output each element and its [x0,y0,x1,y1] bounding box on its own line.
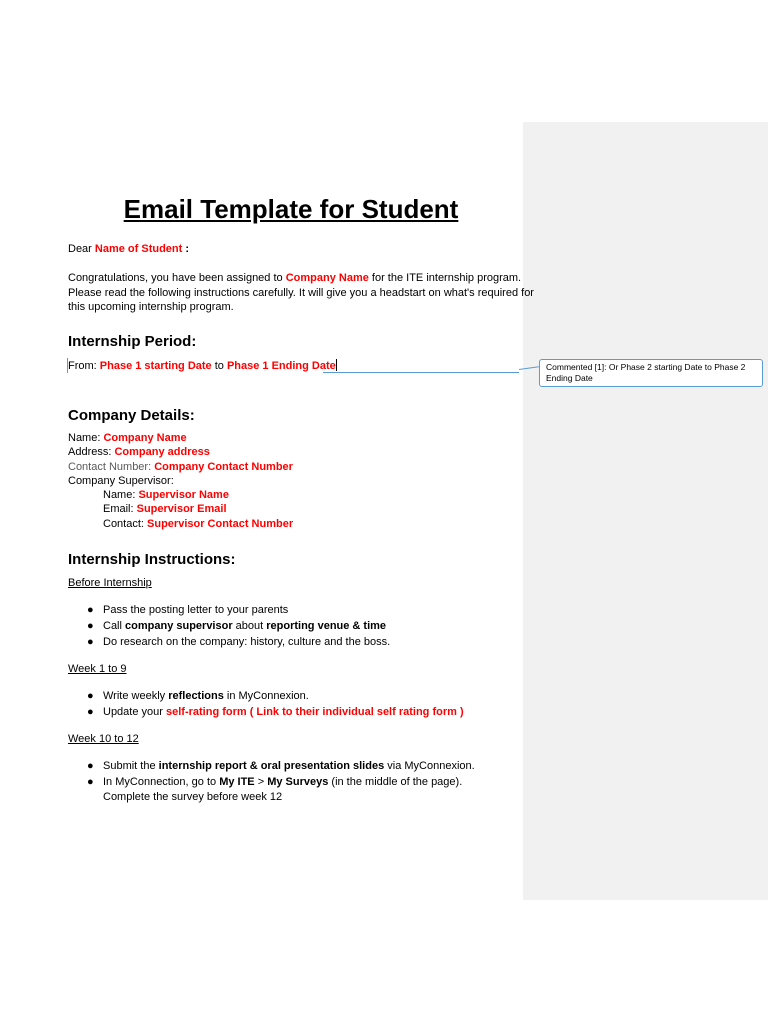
list-item-text: Write weekly [103,690,169,702]
end-date-placeholder: Phase 1 Ending Date [226,360,336,372]
bullet-icon: ● [87,706,94,718]
list-item-text: Submit the [103,760,159,772]
week-10-to-12-subheading: Week 10 to 12 [68,733,139,745]
comment-text: Or Phase 2 starting Date to Phase 2 Ending Date [546,362,746,383]
field-label: Name: [68,432,104,444]
period-line [68,359,337,372]
list-item-text: Update your [103,706,166,718]
week-1-to-9-subheading: Week 1 to 9 [68,663,127,675]
bullet-icon: ● [87,776,94,788]
self-rating-form-link[interactable]: self-rating form ( Link to their individual self rating form ) [165,706,464,718]
supervisor-email-placeholder: Supervisor Email [136,503,227,515]
internship-period-heading: Internship Period: [68,333,197,350]
company-details-heading: Company Details: [68,407,195,424]
student-name-placeholder: Name of Student [94,243,183,255]
company-supervisor-label: Company Supervisor: [68,475,174,487]
list-item-bold: reporting venue & time [266,620,387,632]
list-item-text: Call [103,620,126,632]
intro-text: for the ITE internship program. [368,272,522,284]
bullet-icon: ● [87,690,94,702]
field-label: Address: [68,446,115,458]
supervisor-contact-placeholder: Supervisor Contact Number [147,518,294,530]
start-date-placeholder: Phase 1 starting Date [99,360,212,372]
company-name-line [68,432,187,444]
list-item-bold: company supervisor [125,620,233,632]
supervisor-email-line [103,503,227,515]
list-item-continuation: Complete the survey before week 12 [103,791,283,803]
comment-balloon[interactable] [539,359,763,387]
before-internship-subheading: Before Internship [68,577,152,589]
field-label: Name: [103,489,139,501]
text-cursor [336,359,337,371]
bullet-icon: ● [87,760,94,772]
intro-line-2: Please read the following instructions carefully. It will give you a headstart on what's required for [68,287,534,299]
internship-instructions-heading: Internship Instructions: [68,551,236,568]
list-item [87,690,309,702]
list-item [87,604,289,616]
list-item-text: > [254,776,268,788]
list-item-text: (in the middle of the page). [328,776,463,788]
list-item-text: Do research on the company: history, culture and the boss. [103,636,391,648]
list-item-bold: My ITE [219,776,255,788]
company-contact-line [68,461,293,473]
company-address-line [68,446,210,458]
bullet-icon: ● [87,620,94,632]
intro-line-1 [68,272,521,284]
company-address-placeholder: Company address [114,446,210,458]
list-item-bold: internship report & oral presentation slides [158,760,385,772]
list-item [87,620,387,632]
company-name-placeholder: Company Name [103,432,187,444]
salutation-prefix: Dear [68,243,95,255]
intro-text: Congratulations, you have been assigned to [68,272,286,284]
salutation [68,243,189,255]
list-item-text: in MyConnexion. [223,690,309,702]
list-item-bold: reflections [168,690,224,702]
list-item-bold: My Surveys [267,776,329,788]
company-contact-placeholder: Company Contact Number [154,461,293,473]
document-title: Email Template for Student [123,194,459,224]
field-label: Contact: [103,518,148,530]
list-item-text: In MyConnection, go to [103,776,220,788]
bullet-icon: ● [87,604,94,616]
to-label: to [211,360,227,372]
comment-connector-line [323,372,519,373]
comment-margin-pane [523,122,768,900]
from-label: From: [68,360,100,372]
list-item-text: Pass the posting letter to your parents [103,604,289,616]
list-item-text: about [232,620,267,632]
list-item [87,760,475,772]
supervisor-name-line [103,489,229,501]
field-label: Email: [103,503,137,515]
comment-label: Commented [1]: [546,362,607,372]
list-item [87,706,464,718]
supervisor-contact-line [103,518,293,530]
bullet-icon: ● [87,636,94,648]
list-item [87,636,391,648]
list-item-text: via MyConnexion. [384,760,475,772]
company-name-placeholder: Company Name [285,272,369,284]
supervisor-name-placeholder: Supervisor Name [138,489,229,501]
field-label: Contact Number: [68,461,155,473]
intro-line-3: this upcoming internship program. [68,301,234,313]
salutation-suffix: : [182,243,190,255]
list-item [87,776,463,788]
